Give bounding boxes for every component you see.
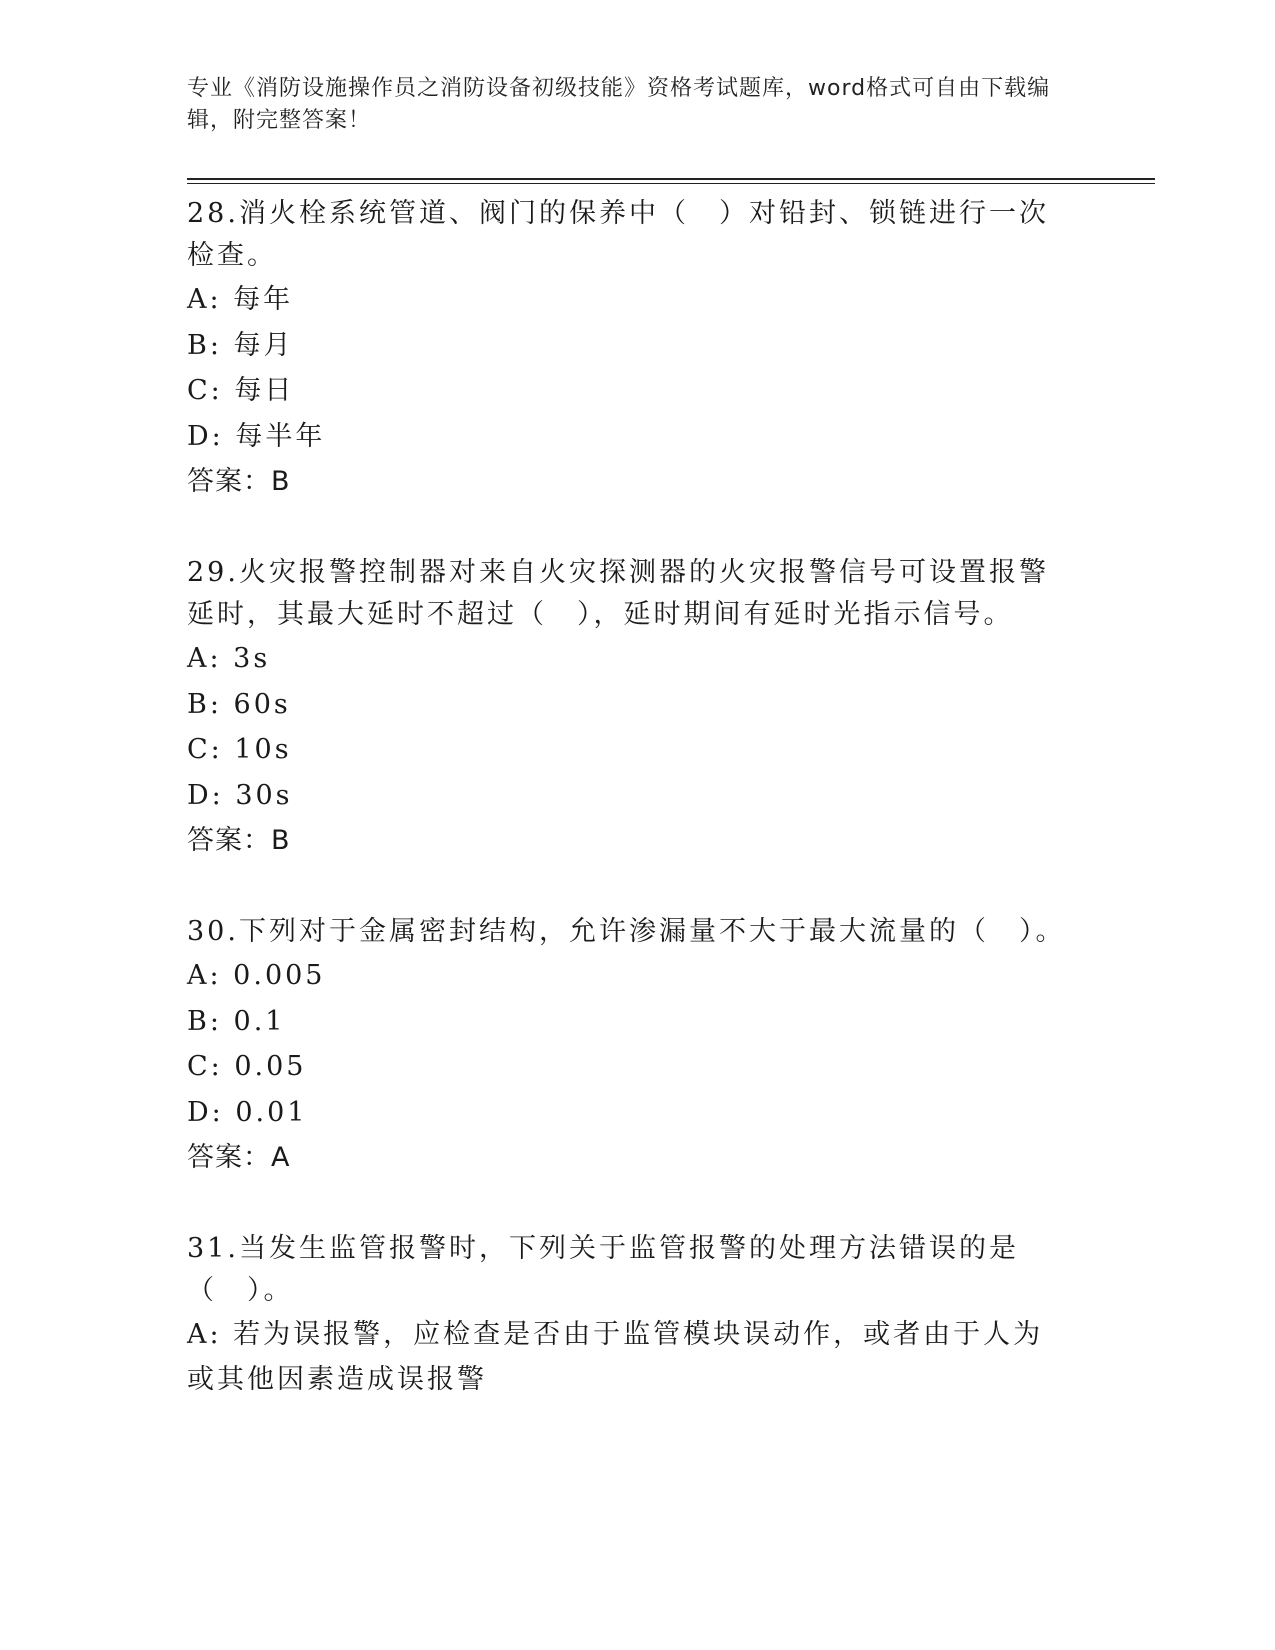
option-d: D: 30s [187, 779, 293, 811]
option-a: A: 0.005 [187, 960, 326, 991]
answer-line: 答案：B [187, 466, 291, 497]
header-divider-thick [187, 178, 1155, 180]
question-text: 28.消火栓系统管道、阀门的保养中（ ）对铅封、锁链进行一次检查。 [187, 198, 1049, 271]
option-d: D: 每半年 [187, 420, 326, 452]
question-28 [187, 193, 1087, 504]
header-divider-thin [187, 183, 1155, 184]
answer-line: 答案：A [187, 1142, 291, 1173]
question-text: 31.当发生监管报警时，下列关于监管报警的处理方法错误的是（ ）。 [187, 1233, 1019, 1306]
option-a: A: 3s [187, 643, 271, 674]
question-text: 29.火灾报警控制器对来自火灾探测器的火灾报警信号可设置报警延时，其最大延时不超过（ ），延时期间有延时光指示信号。 [187, 557, 1049, 630]
question-31 [187, 1228, 1087, 1402]
option-b: B: 60s [187, 688, 291, 720]
spacer [187, 504, 1087, 552]
question-text: 30.下列对于金属密封结构，允许渗漏量不大于最大流量的（ ）。 [187, 916, 1066, 947]
option-c: C: 每日 [187, 375, 295, 406]
answer-line: 答案：B [187, 825, 291, 856]
option-a: A: 每年 [187, 284, 294, 315]
option-a: A: 若为误报警，应检查是否由于监管模块误动作，或者由于人为或其他因素造成误报警 [187, 1319, 1044, 1395]
question-30 [187, 911, 1087, 1180]
document-header: 专业《消防设施操作员之消防设备初级技能》资格考试题库，word格式可自由下载编辑，附完整答案！ [187, 76, 1051, 133]
question-29 [187, 552, 1087, 863]
option-b: B: 0.1 [187, 1005, 286, 1037]
option-d: D: 0.01 [187, 1096, 308, 1128]
option-b: B: 每月 [187, 329, 294, 361]
option-c: C: 10s [187, 734, 292, 765]
question-list [187, 193, 1087, 1402]
spacer [187, 863, 1087, 911]
spacer [187, 1180, 1087, 1228]
option-c: C: 0.05 [187, 1051, 307, 1082]
